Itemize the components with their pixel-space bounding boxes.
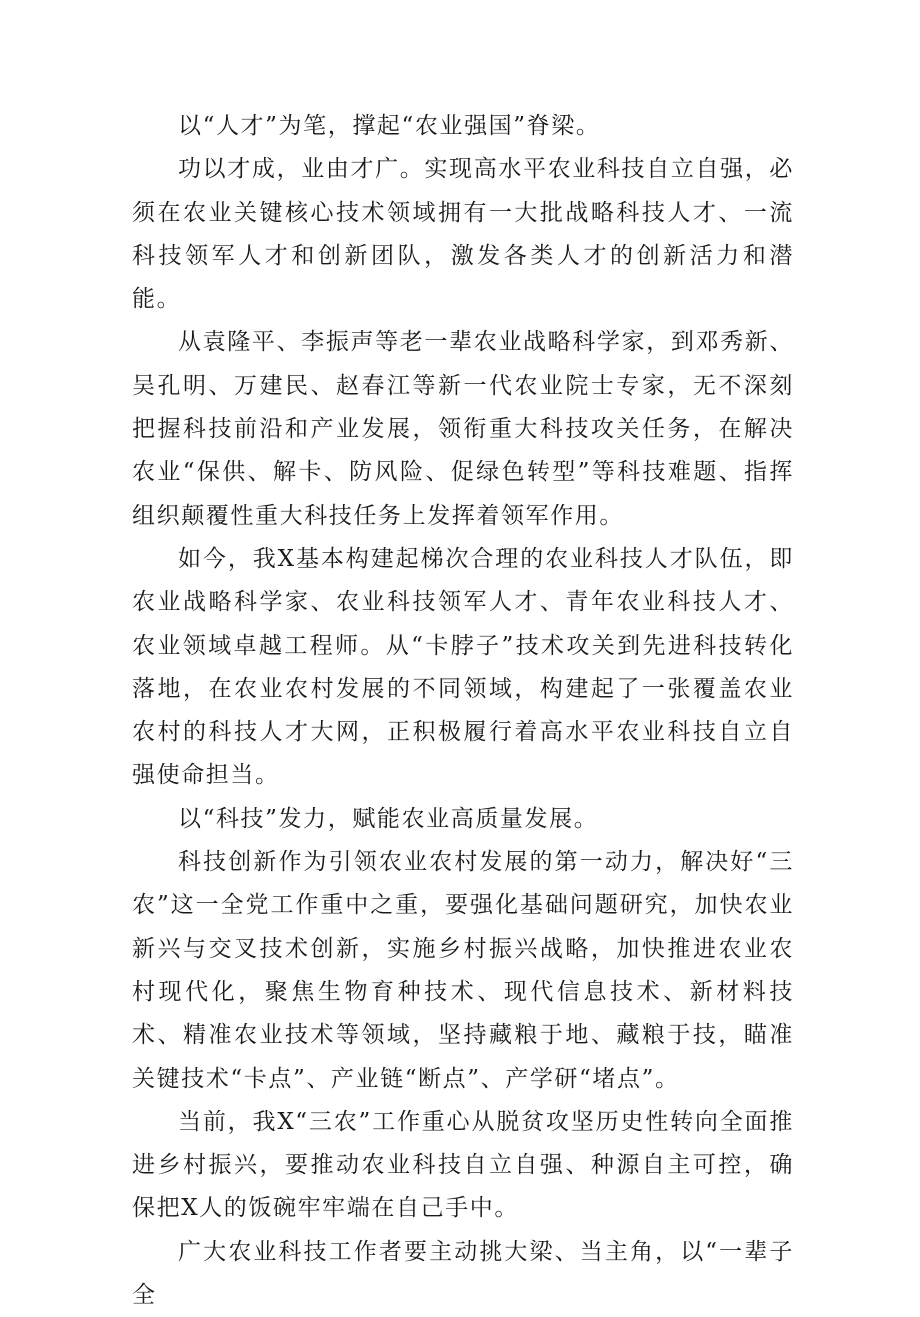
paragraph-tech-innovation: 科技创新作为引领农业农村发展的第一动力，解决好“三农”这一全党工作重中之重，要强化基础问题研究，加快农业新兴与交叉技术创新，实施乡村振兴战略，加快推进农业农村现代化，聚焦生物育种技术、现代信息技术、新材料技术、精准农业技术等领域，坚持藏粮于地、藏粮于技，瞄准关键技术“卡点”、产业链“断点”、产学研“堵点”。 xyxy=(132,849,794,1092)
document-body xyxy=(132,105,794,1317)
paragraph-rural-revitalization: 当前，我X“三农”工作重心从脱贫攻坚历史性转向全面推进乡村振兴，要推动农业科技自立自强、种源自主可控，确保把X人的饭碗牢牢端在自己手中。 xyxy=(132,1108,794,1222)
paragraph-workers: 广大农业科技工作者要主动挑大梁、当主角，以“一辈子全 xyxy=(132,1238,794,1309)
paragraph-talent-heading: 以“人才”为笔，撑起“农业强国”脊梁。 xyxy=(178,113,601,139)
paragraph-tech-heading: 以“科技”发力，赋能农业高质量发展。 xyxy=(178,805,599,832)
paragraph-talent-team: 如今，我X基本构建起梯次合理的农业科技人才队伍，即农业战略科学家、农业科技领军人才、青年农业科技人才、农业领域卓越工程师。从“卡脖子”技术攻关到先进科技转化落地，在农业农村发展的不同领域，构建起了一张覆盖农业农村的科技人才大网，正积极履行着高水平农业科技自立自强使命担当。 xyxy=(132,545,794,789)
paragraph-scientists: 从袁隆平、李振声等老一辈农业战略科学家，到邓秀新、吴孔明、万建民、赵春江等新一代农业院士专家，无不深刻把握科技前沿和产业发展，领衔重大科技攻关任务，在解决农业“保供、解卡、防风险、促绿色转型”等科技难题、指挥组织颠覆性重大科技任务上发挥着领军作用。 xyxy=(132,329,794,529)
paragraph-talent-intro: 功以才成，业由才广。实现高水平农业科技自立自强，必须在农业关键核心技术领域拥有一大批战略科技人才、一流科技领军人才和创新团队，激发各类人才的创新活力和潜能。 xyxy=(132,156,794,313)
